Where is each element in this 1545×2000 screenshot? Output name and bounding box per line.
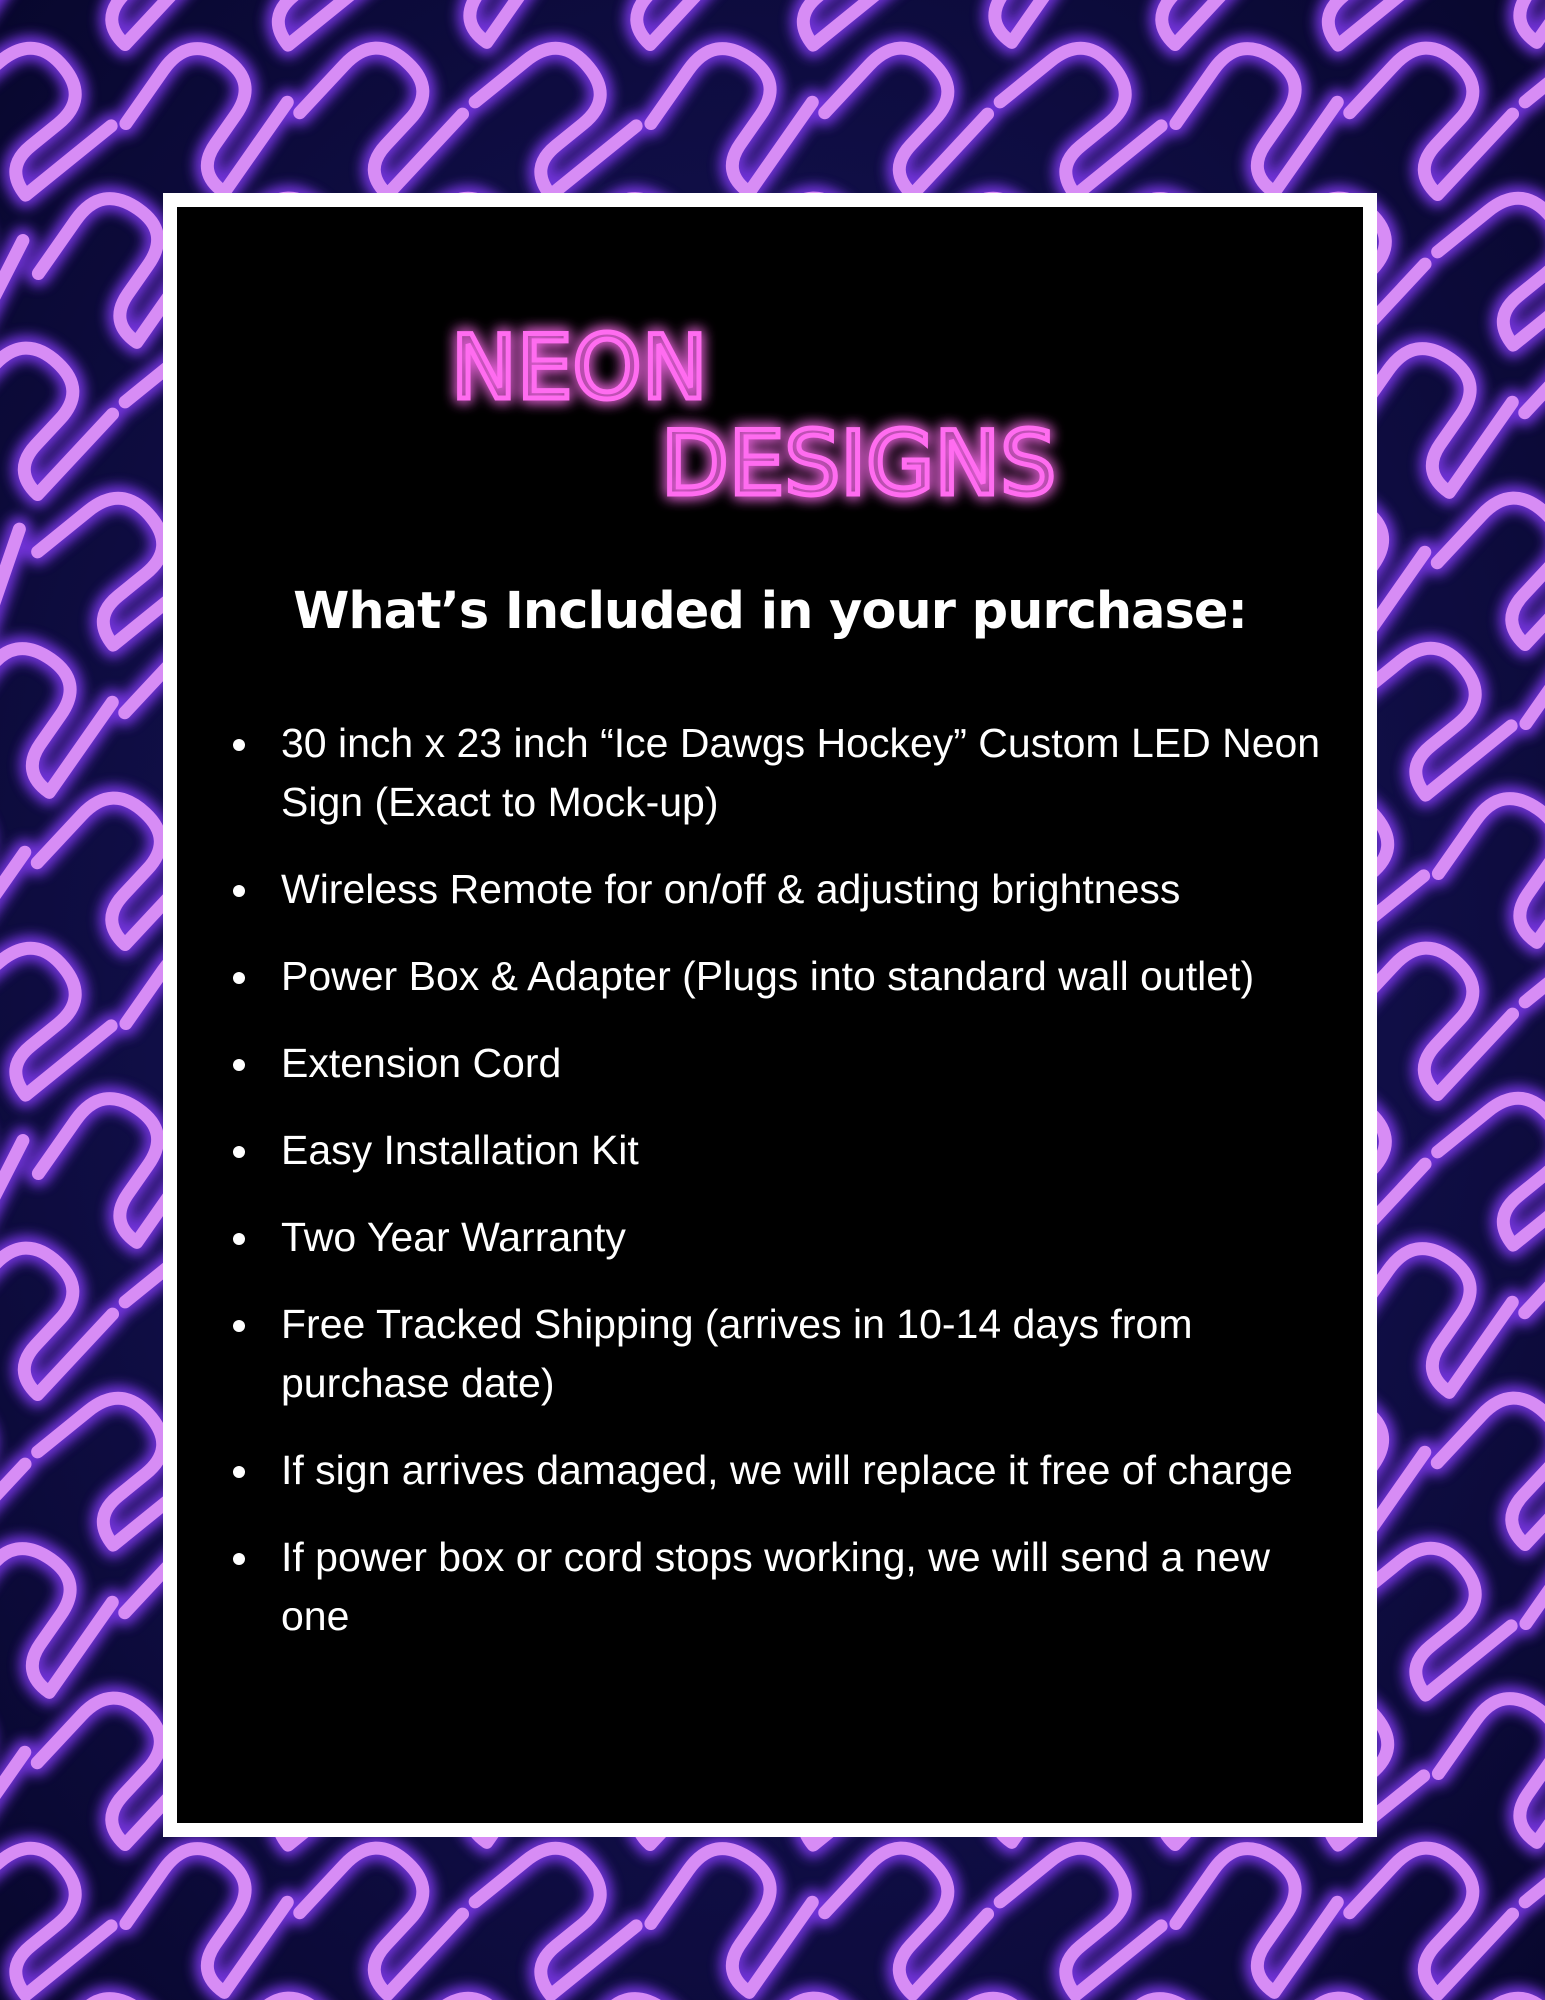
bullet-icon [233, 885, 245, 897]
list-item [281, 1208, 1333, 1267]
info-card-body [177, 207, 1363, 1823]
list-item-text: Easy Installation Kit [281, 1127, 639, 1173]
list-item [281, 1441, 1333, 1500]
bullet-icon [233, 739, 245, 751]
list-item-text: Extension Cord [281, 1040, 562, 1086]
bullet-icon [233, 1059, 245, 1071]
logo-svg [451, 312, 1091, 515]
list-item [281, 1121, 1333, 1180]
included-items-list [281, 714, 1333, 1674]
logo-line-2: DESIGNS [661, 412, 1057, 515]
neon-designs-logo [451, 312, 1091, 515]
list-item [281, 1034, 1333, 1093]
bullet-icon [233, 1146, 245, 1158]
logo-line-1: NEON [451, 316, 708, 419]
bullet-icon [233, 1466, 245, 1478]
list-item-text: 30 inch x 23 inch “Ice Dawgs Hockey” Custom LED Neon Sign (Exact to Mock-up) [281, 720, 1321, 825]
list-item-text: Wireless Remote for on/off & adjusting brightness [281, 866, 1181, 912]
list-item [281, 860, 1333, 919]
list-item-text: Free Tracked Shipping (arrives in 10-14 days from purchase date) [281, 1301, 1193, 1406]
list-item [281, 1295, 1333, 1413]
included-heading: What’s Included in your purchase: [293, 582, 1247, 641]
list-item [281, 947, 1333, 1006]
list-item-text: If sign arrives damaged, we will replace it free of charge [281, 1447, 1293, 1493]
bullet-icon [233, 1233, 245, 1245]
list-item-text: If power box or cord stops working, we will send a new one [281, 1534, 1271, 1639]
list-item [281, 1528, 1333, 1646]
bullet-icon [233, 972, 245, 984]
info-card [163, 193, 1377, 1837]
list-item-text: Two Year Warranty [281, 1214, 626, 1260]
bullet-icon [233, 1320, 245, 1332]
bullet-icon [233, 1553, 245, 1565]
list-item-text: Power Box & Adapter (Plugs into standard wall outlet) [281, 953, 1255, 999]
list-item [281, 714, 1333, 832]
